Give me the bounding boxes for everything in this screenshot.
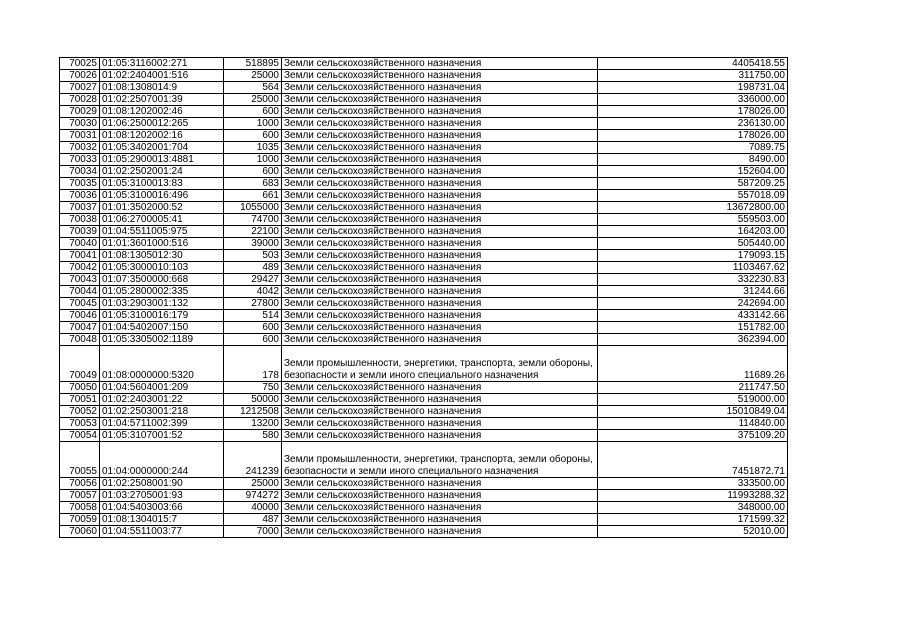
row-number-cell: 70035: [60, 178, 100, 190]
land-category-cell: Земли сельскохозяйственного назначения: [282, 154, 598, 166]
cadastral-value-cell: 348000.00: [598, 502, 788, 514]
table-row: [60, 478, 788, 490]
table-row: [60, 286, 788, 298]
area-cell: 580: [224, 430, 282, 442]
area-cell: 39000: [224, 238, 282, 250]
row-number-cell: 70053: [60, 418, 100, 430]
area-cell: 1035: [224, 142, 282, 154]
table-row: [60, 346, 788, 382]
area-cell: 750: [224, 382, 282, 394]
row-number-cell: 70027: [60, 82, 100, 94]
area-cell: 4042: [224, 286, 282, 298]
row-number-cell: 70056: [60, 478, 100, 490]
area-cell: 7000: [224, 526, 282, 538]
row-number-cell: 70048: [60, 334, 100, 346]
land-category-cell: Земли сельскохозяйственного назначения: [282, 202, 598, 214]
table-row: [60, 106, 788, 118]
table-row: [60, 394, 788, 406]
area-cell: 40000: [224, 502, 282, 514]
cadastral-value-cell: 31244.66: [598, 286, 788, 298]
area-cell: 22100: [224, 226, 282, 238]
row-number-cell: 70037: [60, 202, 100, 214]
table-row: [60, 274, 788, 286]
cadastral-value-cell: 178026.00: [598, 130, 788, 142]
table-row: [60, 238, 788, 250]
cadastral-number-cell: 01:01:3601000:516: [100, 238, 224, 250]
area-cell: 600: [224, 106, 282, 118]
cadastral-number-cell: 01:05:2800002:335: [100, 286, 224, 298]
cadastral-number-cell: 01:05:2900013:4881: [100, 154, 224, 166]
cadastral-number-cell: 01:01:3502000:52: [100, 202, 224, 214]
area-cell: 600: [224, 130, 282, 142]
row-number-cell: 70060: [60, 526, 100, 538]
cadastral-value-cell: 13672800.00: [598, 202, 788, 214]
land-category-cell: Земли сельскохозяйственного назначения: [282, 490, 598, 502]
area-cell: 74700: [224, 214, 282, 226]
row-number-cell: 70031: [60, 130, 100, 142]
row-number-cell: 70041: [60, 250, 100, 262]
cadastral-value-cell: 333500.00: [598, 478, 788, 490]
land-category-cell: Земли сельскохозяйственного назначения: [282, 298, 598, 310]
cadastral-value-cell: 7089.75: [598, 142, 788, 154]
land-category-cell: Земли сельскохозяйственного назначения: [282, 406, 598, 418]
cadastral-number-cell: 01:03:2705001:93: [100, 490, 224, 502]
table-row: [60, 118, 788, 130]
land-category-cell: Земли сельскохозяйственного назначения: [282, 394, 598, 406]
area-cell: 564: [224, 82, 282, 94]
land-category-cell: Земли сельскохозяйственного назначения: [282, 382, 598, 394]
cadastral-number-cell: 01:08:0000000:5320: [100, 346, 224, 382]
cadastral-value-cell: 8490.00: [598, 154, 788, 166]
area-cell: 489: [224, 262, 282, 274]
table-row: [60, 502, 788, 514]
cadastral-value-cell: 505440.00: [598, 238, 788, 250]
table-row: [60, 382, 788, 394]
row-number-cell: 70059: [60, 514, 100, 526]
land-category-cell: Земли промышленности, энергетики, транспорта, земли обороны, безопасности и земли иного специального назначения: [282, 442, 598, 478]
cadastral-number-cell: 01:02:2503001:218: [100, 406, 224, 418]
area-cell: 600: [224, 322, 282, 334]
row-number-cell: 70045: [60, 298, 100, 310]
table-row: [60, 202, 788, 214]
land-category-cell: Земли сельскохозяйственного назначения: [282, 82, 598, 94]
cadastral-value-cell: 559503.00: [598, 214, 788, 226]
cadastral-value-cell: 557018.09: [598, 190, 788, 202]
land-category-cell: Земли сельскохозяйственного назначения: [282, 274, 598, 286]
land-category-cell: Земли сельскохозяйственного назначения: [282, 178, 598, 190]
cadastral-value-cell: 242694.00: [598, 298, 788, 310]
land-category-cell: Земли сельскохозяйственного назначения: [282, 106, 598, 118]
land-category-cell: Земли сельскохозяйственного назначения: [282, 514, 598, 526]
row-number-cell: 70046: [60, 310, 100, 322]
cadastral-value-cell: 1103467.62: [598, 262, 788, 274]
table-row: [60, 310, 788, 322]
row-number-cell: 70025: [60, 58, 100, 70]
land-category-cell: Земли сельскохозяйственного назначения: [282, 94, 598, 106]
cadastral-number-cell: 01:05:3100016:496: [100, 190, 224, 202]
cadastral-number-cell: 01:08:1304015:7: [100, 514, 224, 526]
table-row: [60, 130, 788, 142]
row-number-cell: 70055: [60, 442, 100, 478]
table-row: [60, 250, 788, 262]
cadastral-value-cell: 198731.04: [598, 82, 788, 94]
land-category-cell: Земли сельскохозяйственного назначения: [282, 214, 598, 226]
land-category-cell: Земли сельскохозяйственного назначения: [282, 226, 598, 238]
table-row: [60, 406, 788, 418]
cadastral-number-cell: 01:05:3107001:52: [100, 430, 224, 442]
area-cell: 27800: [224, 298, 282, 310]
row-number-cell: 70030: [60, 118, 100, 130]
cadastral-number-cell: 01:08:1305012:30: [100, 250, 224, 262]
cadastral-number-cell: 01:06:2700005:41: [100, 214, 224, 226]
table-row: [60, 514, 788, 526]
cadastral-number-cell: 01:04:5511005:975: [100, 226, 224, 238]
area-cell: 518895: [224, 58, 282, 70]
cadastral-number-cell: 01:04:5711002:399: [100, 418, 224, 430]
table-row: [60, 298, 788, 310]
table-row: [60, 94, 788, 106]
cadastral-number-cell: 01:06:2500012:265: [100, 118, 224, 130]
cadastral-value-cell: 336000.00: [598, 94, 788, 106]
land-category-cell: Земли сельскохозяйственного назначения: [282, 238, 598, 250]
row-number-cell: 70047: [60, 322, 100, 334]
table-row: [60, 430, 788, 442]
area-cell: 1000: [224, 154, 282, 166]
land-category-cell: Земли сельскохозяйственного назначения: [282, 322, 598, 334]
area-cell: 1055000: [224, 202, 282, 214]
row-number-cell: 70051: [60, 394, 100, 406]
land-category-cell: Земли сельскохозяйственного назначения: [282, 418, 598, 430]
row-number-cell: 70038: [60, 214, 100, 226]
cadastral-number-cell: 01:02:2507001:39: [100, 94, 224, 106]
area-cell: 487: [224, 514, 282, 526]
area-cell: 661: [224, 190, 282, 202]
row-number-cell: 70050: [60, 382, 100, 394]
cadastral-value-cell: 171599.32: [598, 514, 788, 526]
cadastral-number-cell: 01:05:3100016:179: [100, 310, 224, 322]
land-category-cell: Земли сельскохозяйственного назначения: [282, 70, 598, 82]
area-cell: 600: [224, 334, 282, 346]
table-row: [60, 262, 788, 274]
table-row: [60, 70, 788, 82]
area-cell: 29427: [224, 274, 282, 286]
row-number-cell: 70049: [60, 346, 100, 382]
land-category-cell: Земли сельскохозяйственного назначения: [282, 310, 598, 322]
cadastral-value-cell: 178026.00: [598, 106, 788, 118]
area-cell: 514: [224, 310, 282, 322]
land-category-cell: Земли сельскохозяйственного назначения: [282, 478, 598, 490]
cadastral-number-cell: 01:04:5604001:209: [100, 382, 224, 394]
cadastral-number-cell: 01:04:5511003:77: [100, 526, 224, 538]
table-row: [60, 178, 788, 190]
cadastral-value-cell: 15010849.04: [598, 406, 788, 418]
area-cell: 178: [224, 346, 282, 382]
area-cell: 25000: [224, 94, 282, 106]
table-row: [60, 154, 788, 166]
cadastral-number-cell: 01:02:2502001:24: [100, 166, 224, 178]
cadastral-value-cell: 114840.00: [598, 418, 788, 430]
area-cell: 974272: [224, 490, 282, 502]
row-number-cell: 70052: [60, 406, 100, 418]
table-row: [60, 142, 788, 154]
cadastral-value-cell: 211747.50: [598, 382, 788, 394]
row-number-cell: 70042: [60, 262, 100, 274]
cadastral-number-cell: 01:04:5403003:66: [100, 502, 224, 514]
cadastral-number-cell: 01:05:3402001:704: [100, 142, 224, 154]
row-number-cell: 70036: [60, 190, 100, 202]
cadastral-number-cell: 01:08:1202002:16: [100, 130, 224, 142]
land-category-cell: Земли сельскохозяйственного назначения: [282, 334, 598, 346]
cadastral-value-cell: 164203.00: [598, 226, 788, 238]
land-category-cell: Земли сельскохозяйственного назначения: [282, 166, 598, 178]
cadastral-value-cell: 332230.83: [598, 274, 788, 286]
land-category-cell: Земли сельскохозяйственного назначения: [282, 250, 598, 262]
cadastral-value-cell: 11993288.32: [598, 490, 788, 502]
cadastral-number-cell: 01:02:2403001:22: [100, 394, 224, 406]
row-number-cell: 70057: [60, 490, 100, 502]
land-category-cell: Земли сельскохозяйственного назначения: [282, 58, 598, 70]
cadastral-number-cell: 01:05:3305002:1189: [100, 334, 224, 346]
land-category-cell: Земли сельскохозяйственного назначения: [282, 142, 598, 154]
row-number-cell: 70034: [60, 166, 100, 178]
row-number-cell: 70043: [60, 274, 100, 286]
row-number-cell: 70039: [60, 226, 100, 238]
row-number-cell: 70040: [60, 238, 100, 250]
area-cell: 1212508: [224, 406, 282, 418]
land-category-cell: Земли сельскохозяйственного назначения: [282, 430, 598, 442]
area-cell: 600: [224, 166, 282, 178]
table-row: [60, 490, 788, 502]
land-category-cell: Земли сельскохозяйственного назначения: [282, 190, 598, 202]
table-row: [60, 442, 788, 478]
table-row: [60, 526, 788, 538]
cadastral-value-cell: 375109.20: [598, 430, 788, 442]
cadastral-value-cell: 151782.00: [598, 322, 788, 334]
land-category-cell: Земли сельскохозяйственного назначения: [282, 118, 598, 130]
cadastral-number-cell: 01:05:3100013:83: [100, 178, 224, 190]
table-row: [60, 322, 788, 334]
cadastral-value-cell: 179093.15: [598, 250, 788, 262]
land-plots-table: [59, 57, 788, 538]
cadastral-number-cell: 01:03:2903001:132: [100, 298, 224, 310]
table-row: [60, 334, 788, 346]
cadastral-value-cell: 152604.00: [598, 166, 788, 178]
table-row: [60, 58, 788, 70]
cadastral-value-cell: 236130.00: [598, 118, 788, 130]
row-number-cell: 70026: [60, 70, 100, 82]
cadastral-number-cell: 01:08:1308014:9: [100, 82, 224, 94]
cadastral-value-cell: 7451872.71: [598, 442, 788, 478]
cadastral-number-cell: 01:07:3500000:668: [100, 274, 224, 286]
table-body: [60, 58, 788, 538]
area-cell: 25000: [224, 70, 282, 82]
area-cell: 1000: [224, 118, 282, 130]
cadastral-number-cell: 01:05:3000010:103: [100, 262, 224, 274]
row-number-cell: 70044: [60, 286, 100, 298]
cadastral-number-cell: 01:08:1202002:46: [100, 106, 224, 118]
area-cell: 241239: [224, 442, 282, 478]
cadastral-number-cell: 01:02:2404001:516: [100, 70, 224, 82]
land-category-cell: Земли сельскохозяйственного назначения: [282, 130, 598, 142]
land-category-cell: Земли сельскохозяйственного назначения: [282, 502, 598, 514]
row-number-cell: 70054: [60, 430, 100, 442]
cadastral-value-cell: 11689.26: [598, 346, 788, 382]
cadastral-number-cell: 01:05:3116002:271: [100, 58, 224, 70]
land-category-cell: Земли сельскохозяйственного назначения: [282, 262, 598, 274]
cadastral-value-cell: 587209.25: [598, 178, 788, 190]
table-row: [60, 214, 788, 226]
row-number-cell: 70032: [60, 142, 100, 154]
land-category-cell: Земли сельскохозяйственного назначения: [282, 526, 598, 538]
land-category-cell: Земли промышленности, энергетики, транспорта, земли обороны, безопасности и земли иного специального назначения: [282, 346, 598, 382]
cadastral-value-cell: 52010.00: [598, 526, 788, 538]
cadastral-value-cell: 362394.00: [598, 334, 788, 346]
area-cell: 503: [224, 250, 282, 262]
cadastral-value-cell: 311750.00: [598, 70, 788, 82]
table-row: [60, 166, 788, 178]
cadastral-value-cell: 4405418.55: [598, 58, 788, 70]
row-number-cell: 70058: [60, 502, 100, 514]
area-cell: 13200: [224, 418, 282, 430]
row-number-cell: 70029: [60, 106, 100, 118]
area-cell: 683: [224, 178, 282, 190]
row-number-cell: 70028: [60, 94, 100, 106]
table-row: [60, 82, 788, 94]
area-cell: 25000: [224, 478, 282, 490]
table-row: [60, 226, 788, 238]
land-category-cell: Земли сельскохозяйственного назначения: [282, 286, 598, 298]
table-row: [60, 418, 788, 430]
cadastral-value-cell: 433142.66: [598, 310, 788, 322]
cadastral-value-cell: 519000.00: [598, 394, 788, 406]
table-row: [60, 190, 788, 202]
cadastral-number-cell: 01:02:2508001:90: [100, 478, 224, 490]
cadastral-number-cell: 01:04:5402007:150: [100, 322, 224, 334]
row-number-cell: 70033: [60, 154, 100, 166]
cadastral-number-cell: 01:04:0000000:244: [100, 442, 224, 478]
area-cell: 50000: [224, 394, 282, 406]
